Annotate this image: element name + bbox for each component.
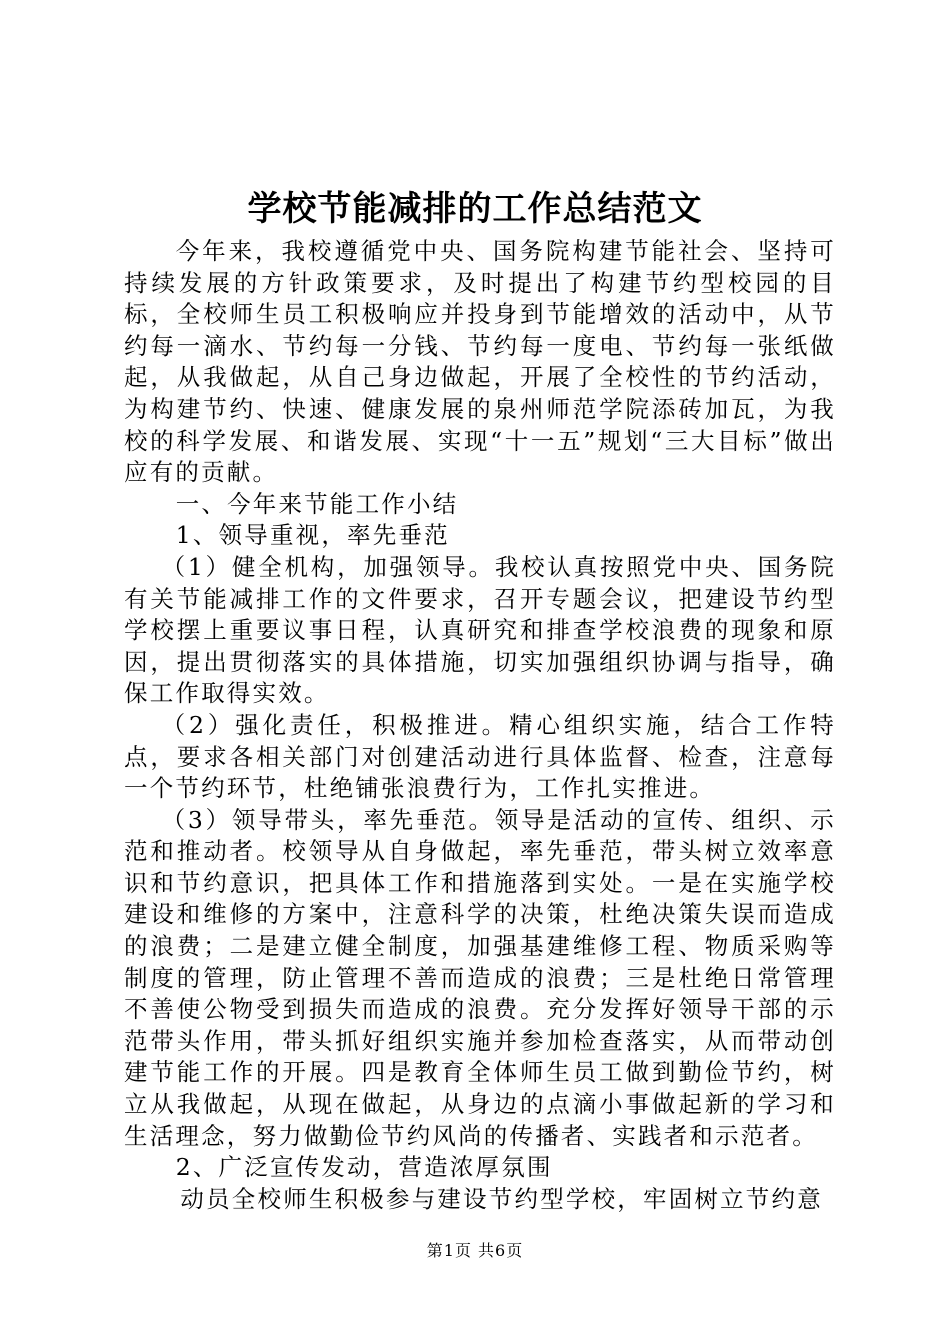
paragraph-item-1: （1）健全机构，加强领导。我校认真按照党中央、国务院有关节能减排工作的文件要求，召开专题会议，把建设节约型学校摆上重要议事日程，认真研究和排查学校浪费的现象和原因，提出贯彻落实的具体措施，切实加强组织协调与指导，确保工作取得实效。 xyxy=(124,552,836,708)
paragraph-intro: 今年来，我校遵循党中央、国务院构建节能社会、坚持可持续发展的方针政策要求，及时提出了构建节约型校园的目标，全校师生员工积极响应并投身到节能增效的活动中，从节约每一滴水、节约每一分钱、节约每一度电、节约每一张纸做起，从我做起，从自己身边做起，开展了全校性的节约活动，为构建节约、快速、健康发展的泉州师范学院添砖加瓦，为我校的科学发展、和谐发展、实现“十一五”规划“三大目标”做出应有的贡献。 xyxy=(124,237,836,487)
paragraph-continued: 动员全校师生积极参与建设节约型学校，牢固树立节约意 xyxy=(180,1184,823,1213)
paragraph-item-2: （2）强化责任，积极推进。精心组织实施，结合工作特点，要求各相关部门对创建活动进行具体监督、检查，注意每一个节约环节，杜绝铺张浪费行为，工作扎实推进。 xyxy=(124,710,836,803)
subsection-heading-1: 1、领导重视，率先垂范 xyxy=(175,521,450,550)
document-body xyxy=(124,236,836,1215)
page-footer: 第1页 共6页 xyxy=(426,1241,524,1260)
document-title: 学校节能减排的工作总结范文 xyxy=(247,189,703,229)
subsection-heading-2: 2、广泛宣传发动，营造浓厚氛围 xyxy=(175,1153,553,1182)
paragraph-item-3: （3）领导带头，率先垂范。领导是活动的宣传、组织、示范和推动者。校领导从自身做起，率先垂范，带头树立效率意识和节约意识，把具体工作和措施落到实处。一是在实施学校建设和维修的方案中，注意科学的决策，杜绝决策失误而造成的浪费；二是建立健全制度，加强基建维修工程、物质采购等制度的管理，防止管理不善而造成的浪费；三是杜绝日常管理不善使公物受到损失而造成的浪费。充分发挥好领导干部的示范带头作用，带头抓好组织实施并参加检查落实，从而带动创建节能工作的开展。四是教育全体师生员工做到勤俭节约，树立从我做起，从现在做起，从身边的点滴小事做起新的学习和生活理念，努力做勤俭节约风尚的传播者、实践者和示范者。 xyxy=(124,805,836,1150)
section-heading-1: 一、今年来节能工作小结 xyxy=(175,489,459,518)
